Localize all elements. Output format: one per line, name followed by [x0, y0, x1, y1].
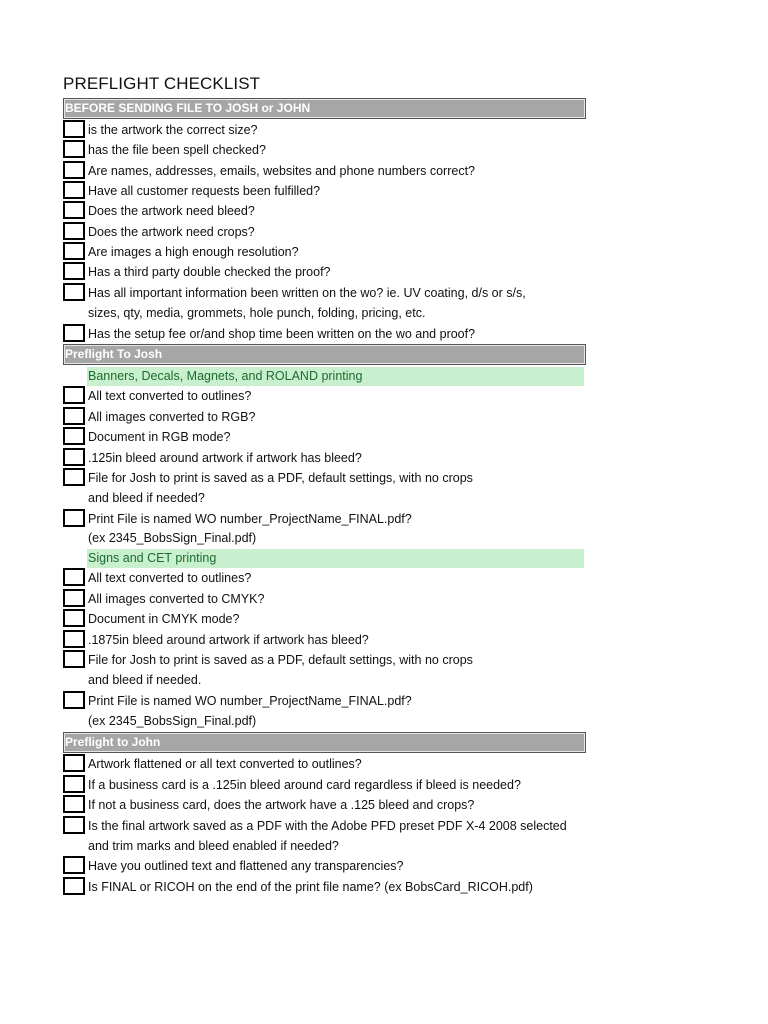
- checkbox[interactable]: [63, 242, 85, 260]
- page-title: PREFLIGHT CHECKLIST: [63, 74, 261, 93]
- checklist-item: All images converted to RGB?: [88, 410, 256, 424]
- checklist-item: If a business card is a .125in bleed around card regardless if bleed is needed?: [88, 778, 521, 792]
- checkbox[interactable]: [63, 754, 85, 772]
- section-header-preflight-john: Preflight to John: [63, 732, 586, 753]
- checklist-item: Document in CMYK mode?: [88, 612, 240, 626]
- checklist-item: Has all important information been written on the wo? ie. UV coating, d/s or s/s,: [88, 286, 526, 300]
- checklist-item: All text converted to outlines?: [88, 389, 252, 403]
- checklist-item: Document in RGB mode?: [88, 430, 231, 444]
- checkbox[interactable]: [63, 324, 85, 342]
- checklist-item: Does the artwork need crops?: [88, 225, 255, 239]
- checkbox[interactable]: [63, 589, 85, 607]
- checklist-item: Does the artwork need bleed?: [88, 204, 255, 218]
- checklist-item-continued: and trim marks and bleed enabled if needed?: [88, 839, 339, 853]
- checklist-item: Print File is named WO number_ProjectName_FINAL.pdf?: [88, 512, 412, 526]
- checkbox[interactable]: [63, 181, 85, 199]
- checklist-item: Is FINAL or RICOH on the end of the print file name? (ex BobsCard_RICOH.pdf): [88, 880, 533, 894]
- checkbox[interactable]: [63, 161, 85, 179]
- checklist-item: File for Josh to print is saved as a PDF, default settings, with no crops: [88, 653, 473, 667]
- checkbox[interactable]: [63, 609, 85, 627]
- checkbox[interactable]: [63, 630, 85, 648]
- checkbox[interactable]: [63, 201, 85, 219]
- checklist-item-continued: and bleed if needed.: [88, 673, 202, 687]
- checklist-item: Has the setup fee or/and shop time been written on the wo and proof?: [88, 327, 476, 341]
- checkbox[interactable]: [63, 775, 85, 793]
- checkbox[interactable]: [63, 448, 85, 466]
- checklist-item: Are images a high enough resolution?: [88, 245, 299, 259]
- checklist-item: .1875in bleed around artwork if artwork has bleed?: [88, 633, 369, 647]
- checkbox[interactable]: [63, 140, 85, 158]
- checklist-item: Is the final artwork saved as a PDF with the Adobe PFD preset PDF X-4 2008 selected: [88, 819, 567, 833]
- checkbox[interactable]: [63, 691, 85, 709]
- checkbox[interactable]: [63, 283, 85, 301]
- section-header-preflight-josh: Preflight To Josh: [63, 344, 586, 365]
- checklist-item-continued: sizes, qty, media, grommets, hole punch, folding, pricing, etc.: [88, 306, 426, 320]
- checklist-item: Has a third party double checked the proof?: [88, 265, 331, 279]
- checklist-item: Print File is named WO number_ProjectName_FINAL.pdf?: [88, 694, 412, 708]
- checklist-sheet: [63, 70, 585, 894]
- section-header-before-sending: BEFORE SENDING FILE TO JOSH or JOHN: [63, 98, 586, 119]
- checkbox[interactable]: [63, 386, 85, 404]
- subheader-signs: Signs and CET printing: [87, 549, 584, 568]
- checkbox[interactable]: [63, 120, 85, 138]
- checkbox[interactable]: [63, 468, 85, 486]
- checkbox[interactable]: [63, 222, 85, 240]
- checklist-item: Have all customer requests been fulfilled?: [88, 184, 321, 198]
- checkbox[interactable]: [63, 509, 85, 527]
- checkbox[interactable]: [63, 816, 85, 834]
- checklist-item: .125in bleed around artwork if artwork has bleed?: [88, 451, 362, 465]
- checklist-item: Have you outlined text and flattened any transparencies?: [88, 859, 404, 873]
- checklist-item: If not a business card, does the artwork have a .125 bleed and crops?: [88, 798, 475, 812]
- checkbox[interactable]: [63, 877, 85, 895]
- checklist-item: has the file been spell checked?: [88, 143, 266, 157]
- checklist-item: Artwork flattened or all text converted to outlines?: [88, 757, 362, 771]
- checkbox[interactable]: [63, 856, 85, 874]
- checklist-item: File for Josh to print is saved as a PDF, default settings, with no crops: [88, 471, 473, 485]
- checkbox[interactable]: [63, 427, 85, 445]
- checkbox[interactable]: [63, 650, 85, 668]
- checklist-item: All text converted to outlines?: [88, 571, 252, 585]
- checklist-item: is the artwork the correct size?: [88, 123, 258, 137]
- checkbox[interactable]: [63, 795, 85, 813]
- subheader-banners: Banners, Decals, Magnets, and ROLAND printing: [87, 367, 584, 386]
- checklist-item-continued: and bleed if needed?: [88, 491, 205, 505]
- checklist-item-example: (ex 2345_BobsSign_Final.pdf): [88, 714, 257, 728]
- checkbox[interactable]: [63, 262, 85, 280]
- checklist-item: Are names, addresses, emails, websites and phone numbers correct?: [88, 164, 475, 178]
- checkbox[interactable]: [63, 407, 85, 425]
- checkbox[interactable]: [63, 568, 85, 586]
- checklist-item-example: (ex 2345_BobsSign_Final.pdf): [88, 531, 257, 545]
- checklist-item: All images converted to CMYK?: [88, 592, 265, 606]
